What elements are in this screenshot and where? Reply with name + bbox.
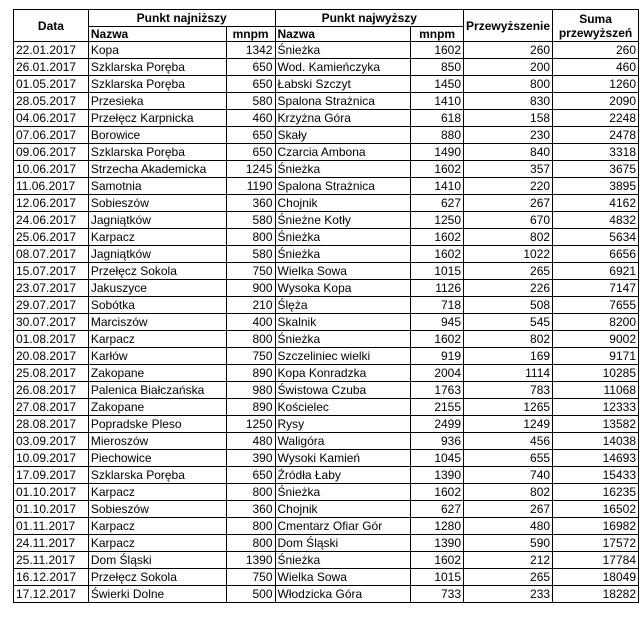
cell-lowest-mnpm: 890: [226, 399, 275, 416]
cell-lowest-name: Świerki Dolne: [88, 586, 226, 603]
table-row: [14, 246, 639, 263]
table-row: [14, 569, 639, 586]
header-elevation-gain: Przewyższenie: [464, 10, 553, 42]
cell-sum: 2248: [553, 110, 639, 127]
cell-sum: 4162: [553, 195, 639, 212]
cell-date: 01.11.2017: [14, 518, 89, 535]
cell-elevation-gain: 800: [464, 76, 553, 93]
cell-lowest-name: Sobótka: [88, 297, 226, 314]
cell-date: 20.08.2017: [14, 348, 89, 365]
cell-lowest-name: Zakopane: [88, 399, 226, 416]
cell-lowest-name: Przełęcz Sokola: [88, 263, 226, 280]
cell-sum: 18282: [553, 586, 639, 603]
cell-highest-name: Spalona Strażnica: [275, 178, 411, 195]
cell-highest-mnpm: 1602: [411, 484, 464, 501]
cell-lowest-mnpm: 360: [226, 501, 275, 518]
cell-lowest-name: Sobieszów: [88, 501, 226, 518]
cell-sum: 3675: [553, 161, 639, 178]
table-row: [14, 518, 639, 535]
cell-highest-name: Chojnik: [275, 501, 411, 518]
cell-lowest-name: Samotnia: [88, 178, 226, 195]
cell-lowest-name: Szklarska Poręba: [88, 59, 226, 76]
cell-sum: 12333: [553, 399, 639, 416]
cell-elevation-gain: 265: [464, 569, 553, 586]
cell-highest-mnpm: 1390: [411, 535, 464, 552]
table-row: [14, 76, 639, 93]
cell-sum: 6656: [553, 246, 639, 263]
cell-lowest-name: Karpacz: [88, 331, 226, 348]
cell-highest-name: Śnieżka: [275, 246, 411, 263]
cell-elevation-gain: 802: [464, 229, 553, 246]
cell-lowest-mnpm: 500: [226, 586, 275, 603]
cell-sum: 14693: [553, 450, 639, 467]
cell-elevation-gain: 840: [464, 144, 553, 161]
cell-date: 26.08.2017: [14, 382, 89, 399]
cell-lowest-name: Przełęcz Sokola: [88, 569, 226, 586]
cell-date: 15.07.2017: [14, 263, 89, 280]
table-row: [14, 382, 639, 399]
table-row: [14, 399, 639, 416]
cell-sum: 7147: [553, 280, 639, 297]
cell-elevation-gain: 230: [464, 127, 553, 144]
cell-highest-name: Cmentarz Ofiar Gór: [275, 518, 411, 535]
table-row: [14, 144, 639, 161]
cell-highest-name: Rysy: [275, 416, 411, 433]
header-high-name: Nazwa: [275, 27, 411, 42]
table-row: [14, 348, 639, 365]
cell-highest-name: Wielka Sowa: [275, 263, 411, 280]
cell-elevation-gain: 480: [464, 518, 553, 535]
cell-elevation-gain: 802: [464, 484, 553, 501]
cell-highest-name: Ślęża: [275, 297, 411, 314]
table-row: [14, 484, 639, 501]
cell-highest-name: Waligóra: [275, 433, 411, 450]
cell-lowest-name: Jagniątków: [88, 246, 226, 263]
table-row: [14, 331, 639, 348]
table-row: [14, 365, 639, 382]
cell-date: 17.12.2017: [14, 586, 89, 603]
cell-highest-mnpm: 718: [411, 297, 464, 314]
cell-date: 25.08.2017: [14, 365, 89, 382]
table-row: [14, 467, 639, 484]
cell-elevation-gain: 267: [464, 195, 553, 212]
cell-date: 25.06.2017: [14, 229, 89, 246]
cell-highest-mnpm: 627: [411, 501, 464, 518]
cell-highest-mnpm: 618: [411, 110, 464, 127]
cell-sum: 11068: [553, 382, 639, 399]
cell-highest-name: Świstowa Czuba: [275, 382, 411, 399]
cell-sum: 5634: [553, 229, 639, 246]
cell-date: 10.09.2017: [14, 450, 89, 467]
cell-lowest-name: Kopa: [88, 42, 226, 59]
cell-date: 30.07.2017: [14, 314, 89, 331]
cell-highest-mnpm: 880: [411, 127, 464, 144]
cell-highest-name: Krzyżna Góra: [275, 110, 411, 127]
cell-elevation-gain: 1249: [464, 416, 553, 433]
cell-highest-mnpm: 936: [411, 433, 464, 450]
cell-lowest-mnpm: 650: [226, 144, 275, 161]
cell-elevation-gain: 357: [464, 161, 553, 178]
cell-date: 24.06.2017: [14, 212, 89, 229]
cell-highest-mnpm: 1490: [411, 144, 464, 161]
header-highest-point: Punkt najwyższy: [275, 10, 464, 27]
cell-highest-name: Chojnik: [275, 195, 411, 212]
cell-lowest-mnpm: 390: [226, 450, 275, 467]
cell-sum: 8200: [553, 314, 639, 331]
cell-elevation-gain: 670: [464, 212, 553, 229]
cell-highest-name: Kościelec: [275, 399, 411, 416]
cell-date: 29.07.2017: [14, 297, 89, 314]
cell-elevation-gain: 1265: [464, 399, 553, 416]
cell-highest-mnpm: 627: [411, 195, 464, 212]
cell-sum: 6921: [553, 263, 639, 280]
cell-elevation-gain: 783: [464, 382, 553, 399]
cell-sum: 3895: [553, 178, 639, 195]
table-row: [14, 93, 639, 110]
cell-highest-mnpm: 1280: [411, 518, 464, 535]
cell-lowest-mnpm: 480: [226, 433, 275, 450]
cell-highest-name: Śnieżka: [275, 331, 411, 348]
cell-elevation-gain: 590: [464, 535, 553, 552]
cell-highest-mnpm: 1250: [411, 212, 464, 229]
cell-highest-mnpm: 1602: [411, 246, 464, 263]
cell-elevation-gain: 740: [464, 467, 553, 484]
cell-date: 11.06.2017: [14, 178, 89, 195]
cell-date: 23.07.2017: [14, 280, 89, 297]
cell-date: 17.09.2017: [14, 467, 89, 484]
cell-lowest-name: Karpacz: [88, 229, 226, 246]
cell-date: 16.12.2017: [14, 569, 89, 586]
cell-date: 22.01.2017: [14, 42, 89, 59]
cell-elevation-gain: 508: [464, 297, 553, 314]
cell-elevation-gain: 158: [464, 110, 553, 127]
cell-sum: 9002: [553, 331, 639, 348]
cell-lowest-mnpm: 580: [226, 212, 275, 229]
cell-elevation-gain: 655: [464, 450, 553, 467]
cell-elevation-gain: 1022: [464, 246, 553, 263]
cell-highest-mnpm: 1410: [411, 178, 464, 195]
table-row: [14, 263, 639, 280]
cell-sum: 18049: [553, 569, 639, 586]
cell-lowest-name: Karpacz: [88, 535, 226, 552]
cell-sum: 14038: [553, 433, 639, 450]
table-row: [14, 433, 639, 450]
cell-lowest-mnpm: 800: [226, 518, 275, 535]
cell-highest-name: Śnieżka: [275, 161, 411, 178]
header-date: Data: [14, 10, 89, 42]
table-row: [14, 229, 639, 246]
table-row: [14, 127, 639, 144]
cell-lowest-mnpm: 650: [226, 59, 275, 76]
cell-date: 01.05.2017: [14, 76, 89, 93]
cell-highest-mnpm: 919: [411, 348, 464, 365]
cell-highest-mnpm: 2004: [411, 365, 464, 382]
cell-highest-mnpm: 1602: [411, 161, 464, 178]
cell-highest-mnpm: 850: [411, 59, 464, 76]
cell-highest-name: Śnieżka: [275, 552, 411, 569]
cell-sum: 7655: [553, 297, 639, 314]
cell-highest-mnpm: 1390: [411, 467, 464, 484]
table-row: [14, 42, 639, 59]
cell-highest-name: Kopa Konradzka: [275, 365, 411, 382]
cell-date: 28.05.2017: [14, 93, 89, 110]
cell-date: 01.08.2017: [14, 331, 89, 348]
cell-highest-name: Włodzicka Góra: [275, 586, 411, 603]
cell-lowest-mnpm: 580: [226, 93, 275, 110]
cell-lowest-mnpm: 1190: [226, 178, 275, 195]
cell-lowest-mnpm: 800: [226, 331, 275, 348]
cell-lowest-mnpm: 650: [226, 76, 275, 93]
cell-highest-mnpm: 945: [411, 314, 464, 331]
cell-lowest-mnpm: 800: [226, 229, 275, 246]
cell-highest-mnpm: 1410: [411, 93, 464, 110]
cell-highest-name: Wysoki Kamień: [275, 450, 411, 467]
cell-elevation-gain: 233: [464, 586, 553, 603]
cell-highest-name: Szczeliniec wielki: [275, 348, 411, 365]
cell-date: 09.06.2017: [14, 144, 89, 161]
cell-highest-mnpm: 1602: [411, 42, 464, 59]
table-row: [14, 59, 639, 76]
cell-date: 08.07.2017: [14, 246, 89, 263]
cell-lowest-name: Marciszów: [88, 314, 226, 331]
table-row: [14, 297, 639, 314]
cell-sum: 16235: [553, 484, 639, 501]
cell-date: 27.08.2017: [14, 399, 89, 416]
cell-sum: 1260: [553, 76, 639, 93]
table-row: [14, 280, 639, 297]
cell-date: 24.11.2017: [14, 535, 89, 552]
cell-lowest-mnpm: 400: [226, 314, 275, 331]
cell-highest-mnpm: 1015: [411, 263, 464, 280]
cell-highest-mnpm: 1763: [411, 382, 464, 399]
table-row: [14, 110, 639, 127]
cell-lowest-mnpm: 1245: [226, 161, 275, 178]
cell-highest-name: Śnieżne Kotły: [275, 212, 411, 229]
cell-sum: 16982: [553, 518, 639, 535]
cell-highest-name: Skalnik: [275, 314, 411, 331]
cell-lowest-mnpm: 980: [226, 382, 275, 399]
cell-highest-mnpm: 1602: [411, 229, 464, 246]
table-row: [14, 586, 639, 603]
cell-lowest-mnpm: 360: [226, 195, 275, 212]
cell-elevation-gain: 802: [464, 331, 553, 348]
cell-lowest-mnpm: 800: [226, 535, 275, 552]
cell-sum: 15433: [553, 467, 639, 484]
table-row: [14, 195, 639, 212]
cell-lowest-name: Palenica Białczańska: [88, 382, 226, 399]
cell-lowest-mnpm: 650: [226, 467, 275, 484]
cell-date: 07.06.2017: [14, 127, 89, 144]
cell-lowest-name: Jakuszyce: [88, 280, 226, 297]
cell-highest-mnpm: 2499: [411, 416, 464, 433]
header-low-mnpm: mnpm: [226, 27, 275, 42]
cell-date: 12.06.2017: [14, 195, 89, 212]
cell-lowest-mnpm: 900: [226, 280, 275, 297]
table-row: [14, 314, 639, 331]
cell-highest-mnpm: 1602: [411, 552, 464, 569]
cell-lowest-name: Przełęcz Karpnicka: [88, 110, 226, 127]
cell-date: 28.08.2017: [14, 416, 89, 433]
cell-lowest-name: Szklarska Poręba: [88, 76, 226, 93]
cell-lowest-name: Dom Śląski: [88, 552, 226, 569]
cell-highest-name: Śnieżka: [275, 484, 411, 501]
cell-elevation-gain: 200: [464, 59, 553, 76]
cell-sum: 10285: [553, 365, 639, 382]
header-low-name: Nazwa: [88, 27, 226, 42]
cell-lowest-mnpm: 460: [226, 110, 275, 127]
cell-elevation-gain: 169: [464, 348, 553, 365]
table-row: [14, 212, 639, 229]
cell-highest-mnpm: 2155: [411, 399, 464, 416]
cell-elevation-gain: 830: [464, 93, 553, 110]
cell-lowest-mnpm: 750: [226, 348, 275, 365]
table-row: [14, 450, 639, 467]
cell-lowest-mnpm: 210: [226, 297, 275, 314]
table-row: [14, 501, 639, 518]
cell-highest-name: Spalona Strażnica: [275, 93, 411, 110]
cell-elevation-gain: 212: [464, 552, 553, 569]
cell-highest-name: Czarcia Ambona: [275, 144, 411, 161]
cell-lowest-name: Przesieka: [88, 93, 226, 110]
cell-lowest-name: Karpacz: [88, 518, 226, 535]
cell-highest-name: Skały: [275, 127, 411, 144]
cell-highest-mnpm: 733: [411, 586, 464, 603]
cell-sum: 16502: [553, 501, 639, 518]
table-row: [14, 416, 639, 433]
cell-elevation-gain: 260: [464, 42, 553, 59]
header-high-mnpm: mnpm: [411, 27, 464, 42]
cell-lowest-name: Karłów: [88, 348, 226, 365]
cell-sum: 4832: [553, 212, 639, 229]
cell-lowest-name: Zakopane: [88, 365, 226, 382]
cell-highest-mnpm: 1045: [411, 450, 464, 467]
cell-date: 01.10.2017: [14, 501, 89, 518]
cell-highest-name: Źródła Łaby: [275, 467, 411, 484]
cell-lowest-name: Karpacz: [88, 484, 226, 501]
cell-lowest-mnpm: 750: [226, 263, 275, 280]
cell-highest-name: Wielka Sowa: [275, 569, 411, 586]
cell-sum: 17784: [553, 552, 639, 569]
table-header: [14, 10, 639, 42]
cell-lowest-mnpm: 1250: [226, 416, 275, 433]
cell-lowest-name: Piechowice: [88, 450, 226, 467]
cell-elevation-gain: 545: [464, 314, 553, 331]
cell-highest-mnpm: 1602: [411, 331, 464, 348]
cell-highest-name: Dom Śląski: [275, 535, 411, 552]
cell-sum: 3318: [553, 144, 639, 161]
table-row: [14, 535, 639, 552]
cell-highest-name: Wod. Kamieńczyka: [275, 59, 411, 76]
header-lowest-point: Punkt najniższy: [88, 10, 275, 27]
cell-highest-name: Wysoka Kopa: [275, 280, 411, 297]
cell-sum: 260: [553, 42, 639, 59]
cell-elevation-gain: 267: [464, 501, 553, 518]
cell-lowest-name: Mieroszów: [88, 433, 226, 450]
cell-lowest-mnpm: 1342: [226, 42, 275, 59]
cell-elevation-gain: 265: [464, 263, 553, 280]
cell-elevation-gain: 456: [464, 433, 553, 450]
cell-highest-name: Śnieżka: [275, 42, 411, 59]
hiking-elevation-table: [13, 9, 639, 603]
cell-lowest-mnpm: 800: [226, 484, 275, 501]
table-row: [14, 161, 639, 178]
cell-lowest-mnpm: 750: [226, 569, 275, 586]
cell-date: 10.06.2017: [14, 161, 89, 178]
table-row: [14, 552, 639, 569]
cell-sum: 17572: [553, 535, 639, 552]
cell-lowest-name: Szklarska Poręba: [88, 144, 226, 161]
cell-highest-mnpm: 1015: [411, 569, 464, 586]
cell-lowest-name: Borowice: [88, 127, 226, 144]
cell-sum: 13582: [553, 416, 639, 433]
cell-lowest-name: Strzecha Akademicka: [88, 161, 226, 178]
cell-lowest-mnpm: 650: [226, 127, 275, 144]
cell-lowest-mnpm: 1390: [226, 552, 275, 569]
cell-lowest-name: Popradske Pleso: [88, 416, 226, 433]
cell-date: 25.11.2017: [14, 552, 89, 569]
cell-date: 26.01.2017: [14, 59, 89, 76]
cell-sum: 460: [553, 59, 639, 76]
cell-date: 04.06.2017: [14, 110, 89, 127]
cell-elevation-gain: 1114: [464, 365, 553, 382]
table-body: [14, 42, 639, 603]
cell-date: 01.10.2017: [14, 484, 89, 501]
table-row: [14, 178, 639, 195]
cell-lowest-name: Szklarska Poręba: [88, 467, 226, 484]
cell-lowest-name: Sobieszów: [88, 195, 226, 212]
cell-highest-name: Łabski Szczyt: [275, 76, 411, 93]
cell-date: 03.09.2017: [14, 433, 89, 450]
cell-sum: 2478: [553, 127, 639, 144]
cell-elevation-gain: 226: [464, 280, 553, 297]
cell-lowest-name: Jagniątków: [88, 212, 226, 229]
cell-sum: 9171: [553, 348, 639, 365]
cell-highest-mnpm: 1126: [411, 280, 464, 297]
cell-sum: 2090: [553, 93, 639, 110]
cell-lowest-mnpm: 890: [226, 365, 275, 382]
cell-lowest-mnpm: 580: [226, 246, 275, 263]
cell-highest-name: Śnieżka: [275, 229, 411, 246]
cell-elevation-gain: 220: [464, 178, 553, 195]
header-sum: Suma przewyższeń: [553, 10, 639, 42]
cell-highest-mnpm: 1450: [411, 76, 464, 93]
